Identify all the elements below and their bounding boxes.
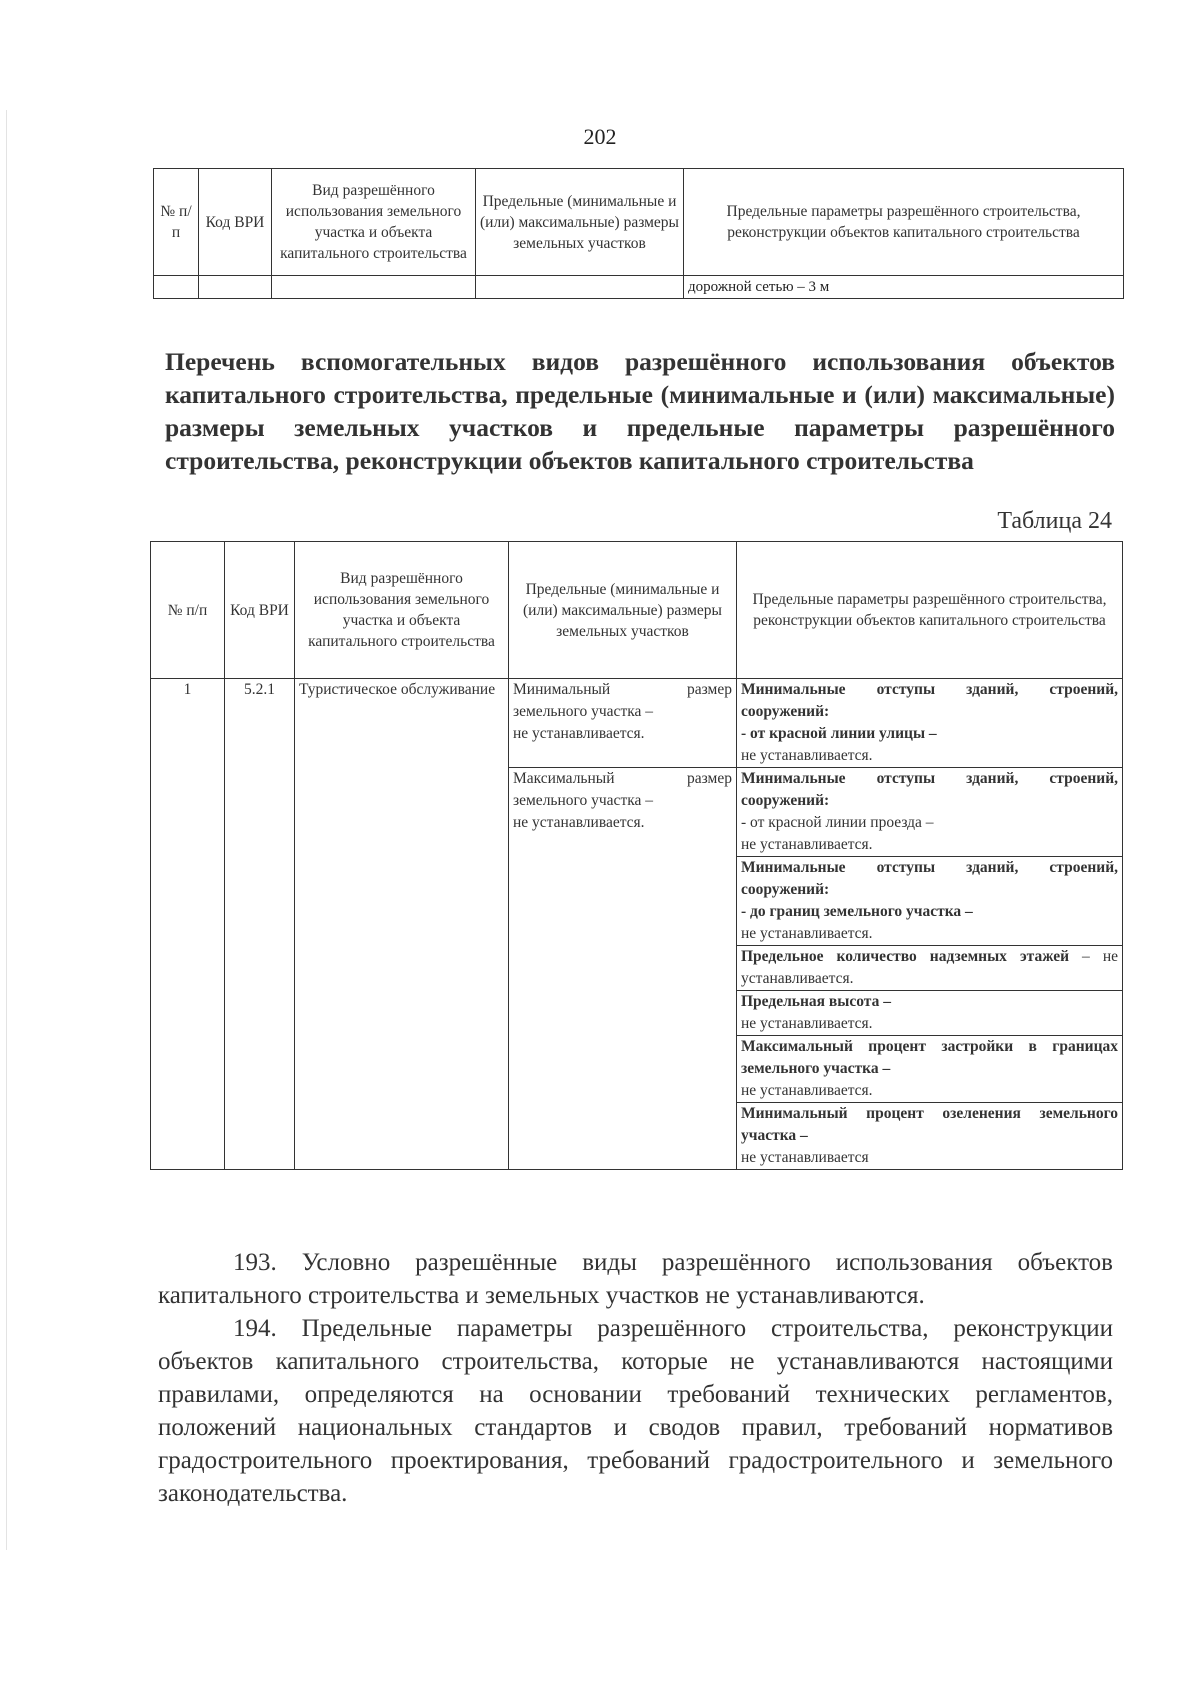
param-value: не устанавливается	[741, 1149, 869, 1166]
body-text	[158, 1246, 1113, 1510]
header-code: Код ВРИ	[225, 542, 295, 679]
row-kind: Туристическое обслуживание	[295, 679, 509, 1170]
param-title: Минимальные отступы зданий, строений, сооружений:	[741, 770, 1118, 809]
page-number: 202	[583, 124, 617, 149]
param-value: не устанавливается.	[741, 1015, 873, 1032]
param-value: не устанавливается.	[741, 836, 873, 853]
param-detail: - от красной линии проезда –	[741, 814, 934, 831]
size-max-value: не устанавливается.	[513, 814, 645, 831]
continuation-text: дорожной сетью – 3 м	[684, 276, 1124, 299]
param-detail: - от красной линии улицы –	[741, 725, 937, 742]
row-num: 1	[151, 679, 225, 1170]
param-cell	[737, 857, 1123, 946]
param-title: Минимальный процент озеленения земельного участка –	[741, 1105, 1118, 1144]
header-params: Предельные параметры разрешённого строительства, реконструкции объектов капитального строительства	[737, 542, 1123, 679]
size-min-value: не устанавливается.	[513, 725, 645, 742]
header-code: Код ВРИ	[199, 169, 272, 276]
param-cell	[737, 679, 1123, 768]
param-cell	[737, 946, 1123, 991]
header-params: Предельные параметры разрешённого строительства, реконструкции объектов капитального строительства	[684, 169, 1124, 276]
table-caption: Таблица 24	[997, 508, 1112, 534]
paragraph-194: 194. Предельные параметры разрешённого строительства, реконструкции объектов капитального строительства, которые не устанавливаются настоящими правилами, определяются на основании требований технических регламентов, положений национальных стандартов и сводов правил, требований нормативов градостроительного проектирования, требований градостроительного и земельного законодательства.	[158, 1315, 1113, 1507]
size-max-title: Максимальный размер земельного участка –	[513, 770, 732, 809]
param-title: Минимальные отступы зданий, строений, сооружений:	[741, 681, 1118, 720]
param-title: Максимальный процент застройки в границах земельного участка –	[741, 1038, 1118, 1077]
scan-margin-line	[6, 110, 7, 1550]
param-value: не устанавливается.	[741, 1082, 873, 1099]
param-value: не устанавливается.	[741, 925, 873, 942]
header-kind: Вид разрешённого использования земельного участка и объекта капитального строительства	[272, 169, 476, 276]
table-row	[154, 276, 1124, 299]
section-heading: Перечень вспомогательных видов разрешённого использования объектов капитального строительства, предельные (минимальные и (или) максимальные) размеры земельных участков и предельные параметры разрешённого строительства, реконструкции объектов капитального строительства	[165, 347, 1115, 475]
param-cell	[737, 768, 1123, 857]
param-cell	[737, 1103, 1123, 1170]
table-header-row	[151, 542, 1123, 679]
header-sizes: Предельные (минимальные и (или) максимальные) размеры земельных участков	[476, 169, 684, 276]
param-title: Предельное количество надземных этажей	[741, 948, 1070, 965]
param-title: Предельная высота –	[741, 993, 891, 1010]
header-sizes: Предельные (минимальные и (или) максимальные) размеры земельных участков	[509, 542, 737, 679]
param-value: – не устанавливается.	[741, 948, 1118, 987]
main-table	[150, 541, 1123, 1170]
paragraph-193: 193. Условно разрешённые виды разрешённого использования объектов капитального строительства и земельных участков не устанавливаются.	[158, 1249, 1113, 1309]
header-num: № п/п	[154, 169, 199, 276]
param-cell	[737, 1036, 1123, 1103]
row-code: 5.2.1	[225, 679, 295, 1170]
header-kind: Вид разрешённого использования земельного участка и объекта капитального строительства	[295, 542, 509, 679]
continued-table	[153, 168, 1124, 299]
table-header-row	[154, 169, 1124, 276]
size-min-title: Минимальный размер земельного участка –	[513, 681, 732, 720]
param-value: не устанавливается.	[741, 747, 873, 764]
param-title: Минимальные отступы зданий, строений, сооружений:	[741, 859, 1118, 898]
table-row	[151, 679, 1123, 768]
param-cell	[737, 991, 1123, 1036]
size-min-cell	[509, 679, 737, 768]
param-detail: - до границ земельного участка –	[741, 903, 973, 920]
header-num: № п/п	[151, 542, 225, 679]
size-max-cell	[509, 768, 737, 1170]
